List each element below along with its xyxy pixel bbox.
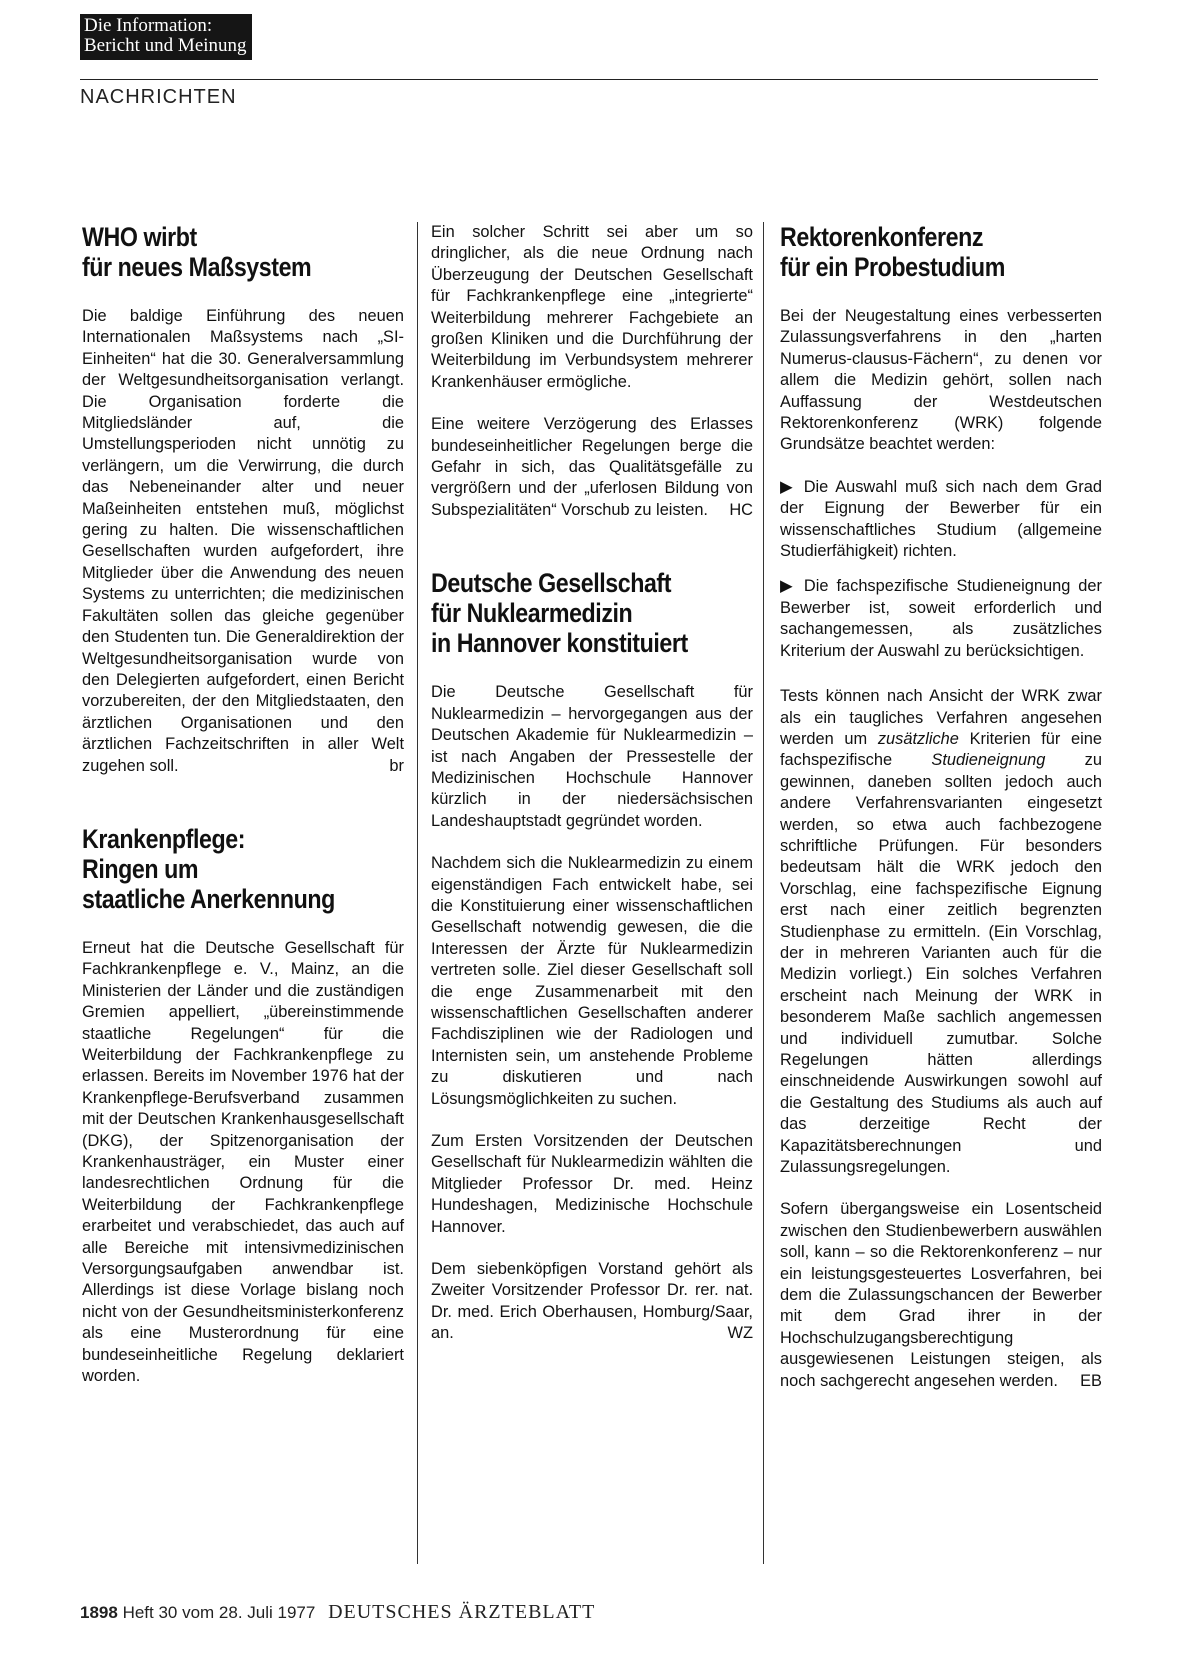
column-2 xyxy=(431,222,753,1366)
article-nuklearmedizin-title: Deutsche Gesellschaft für Nuklearmedizin in Hannover konstituiert xyxy=(431,568,688,659)
bullet-item-1: ▶ Die Auswahl muß sich nach dem Grad der Eignung der Bewerber für ein wissenschaftliches Studium (allgemeine Studierfähigkeit) richten. xyxy=(780,477,1102,561)
column-divider-2 xyxy=(763,222,764,1564)
article-rektorenkonferenz-body-3: Sofern übergangsweise ein Losentscheid zwischen den Studienbewerbern auswählen soll, kann – so die Rektorenkonferenz – nur ein leistungsgesteuertes Losverfahren, bei dem die Zulassungschancen der Bewerber mit dem Grad ihrer in der Hochschulzugangsberechtigung ausgewiesenen Leistungen steigen, als noch sachgerecht angesehen werden. EB xyxy=(780,1199,1102,1392)
author-signature: br xyxy=(389,756,404,775)
article-nuklearmedizin-body-3: Zum Ersten Vorsitzenden der Deutschen Gesellschaft für Nuklearmedizin wählten die Mitglieder Professor Dr. med. Heinz Hundeshagen, Medizinische Hochschule Hannover. xyxy=(431,1132,753,1236)
rubric-box xyxy=(80,14,252,60)
header-rule xyxy=(80,79,1098,80)
triangle-bullet-icon: ▶ xyxy=(780,477,796,496)
article-who-body: Die baldige Einführung des neuen Internationalen Maßsystems nach „SI-Einheiten“ hat die 30. Generalversammlung der Weltgesundheitsorganisation verlangt. Die Organisation forderte die Mitgliedsländer auf, die Umstellungsperioden nicht unnötig zu verlängern, um die Verwirrung, die durch das Nebeneinander alter und neuer Maßeinheiten entstehen muß, möglichst gering zu halten. Die wissenschaftlichen Gesellschaften wurden aufgefordert, ihre Mitglieder über die Anwendung des neuen Systems zu unterrichten; die medizinischen Fakultäten sollen das gleiche gegenüber den Studenten tun. Die Generaldirektion der Weltgesundheitsorganisation wurde von den Delegierten aufgefordert, einen Bericht vorzubereiten, der den Mitgliedstaaten, den ärztlichen Organisationen und den ärztlichen Fachzeitschriften in aller Welt zugehen soll. br xyxy=(82,306,404,777)
article-rektorenkonferenz-body-2: Tests können nach Ansicht der WRK zwar als ein taugliches Verfahren angesehen werden um zusätzliche Kriterien für eine fachspezifische Studieneignung zu gewinnen, daneben sollten jedoch auch andere Verfahrensvarianten eingesetzt werden, so etwa auch fachbezogene schriftliche Prüfungen. Für besonders bedeutsam hält die WRK jedoch den Vorschlag, eine fachspezifische Eignung erst nach einer zeitlich begrenzten Studienphase zu ermitteln. (Ein Vorschlag, der in mehreren Varianten auch für die Medizin vorliegt.) Ein solches Verfahren erscheint nach Meinung der WRK in besonderem Maße sachlich angemessen und individuell zumutbar. Solche Regelungen hätten allerdings einschneidende Auswirkungen sowohl auf die Gestaltung des Studiums als auch auf das derzeitige Recht der Kapazitätsberechnungen und Zulassungsregelungen. xyxy=(780,687,1103,1177)
issue-info: Heft 30 vom 28. Juli 1977 xyxy=(122,1603,316,1622)
article-krankenpflege-body-2: Ein solcher Schritt sei aber um so dringlicher, als die neue Ordnung nach Überzeugung der Deutschen Gesellschaft für Fachkrankenpflege eine „integrierte“ Weiterbildung mehrerer Fachgebiete an großen Kliniken und die Durchführung der Weiterbildung im Verbundsystem mehrerer Krankenhäuser ermögliche. xyxy=(431,223,753,391)
column-divider-1 xyxy=(417,222,418,1564)
page-number: 1898 xyxy=(80,1603,118,1622)
author-signature: HC xyxy=(729,500,753,519)
rubric-line-2: Bericht und Meinung xyxy=(84,35,247,56)
article-nuklearmedizin-body-4: Dem siebenköpfigen Vorstand gehört als Zweiter Vorsitzender Professor Dr. rer. nat. Dr. med. Erich Oberhausen, Homburg/Saar, an. WZ xyxy=(431,1259,753,1345)
author-signature: WZ xyxy=(727,1324,753,1343)
article-who-title: WHO wirbt für neues Maßsystem xyxy=(82,222,312,282)
journal-name: DEUTSCHES ÄRZTEBLATT xyxy=(328,1601,596,1623)
column-1 xyxy=(82,222,404,1408)
article-krankenpflege-body-3: Eine weitere Verzögerung des Erlasses bundeseinheitlicher Regelungen berge die Gefahr in sich, das Qualitätsgefälle zu vergrößern und der „uferlosen Bildung von Subspezialitäten“ Vorschub zu leisten. HC xyxy=(431,414,753,521)
article-krankenpflege-title: Krankenpflege: Ringen um staatliche Anerkennung xyxy=(82,823,335,914)
rubric-line-1: Die Information: xyxy=(84,15,213,36)
article-rektorenkonferenz-title: Rektorenkonferenz für ein Probestudium xyxy=(780,222,1005,282)
bullet-item-2: ▶ Die fachspezifische Studieneignung der Bewerber ist, soweit erforderlich und sachangemessen, als zusätzliches Kriterium der Auswahl zu berücksichtigen. xyxy=(780,577,1102,660)
page-footer xyxy=(80,1601,595,1624)
article-nuklearmedizin-body-1: Die Deutsche Gesellschaft für Nuklearmedizin – hervorgegangen aus der Deutschen Akademie für Nuklearmedizin – ist nach Angaben der Pressestelle der Medizinischen Hochschule Hannover kürzlich in der niedersächsischen Landeshauptstadt gegründet worden. xyxy=(431,683,753,830)
column-3 xyxy=(780,222,1102,1413)
article-rektorenkonferenz-body-1: Bei der Neugestaltung eines verbesserten Zulassungsverfahrens in den „harten Numerus-clausus-Fächern“, zu denen vor allem die Medizin gehört, sollen nach Auffassung der Westdeutschen Rektorenkonferenz (WRK) folgende Grundsätze beachtet werden: xyxy=(780,307,1102,454)
article-nuklearmedizin-body-2: Nachdem sich die Nuklearmedizin zu einem eigenständigen Fach entwickelt habe, sei die Konstituierung einer wissenschaftlichen Gesellschaft notwendig gewesen, die die Interessen der Ärzte für Nuklearmedizin vertreten solle. Ziel dieser Gesellschaft soll die enge Zusammenarbeit mit den wissenschaftlichen Gesellschaften anderer Fachdisziplinen wie der Radiologen und Internisten sein, um anstehende Probleme zu diskutieren und nach Lösungsmöglichkeiten zu suchen. xyxy=(431,854,753,1108)
triangle-bullet-icon: ▶ xyxy=(780,577,796,596)
article-krankenpflege-body-1: Erneut hat die Deutsche Gesellschaft für Fachkrankenpflege e. V., Mainz, an die Ministerien der Länder und die zuständigen Gremien appelliert, „übereinstimmende staatliche Regelungen“ für die Weiterbildung der Fachkrankenpflege zu erlassen. Bereits im November 1976 hat der Krankenpflege-Berufsverband zusammen mit der Deutschen Krankenhausgesellschaft (DKG), der Spitzenorganisation der Krankenhausträger, ein Muster einer landesrechtlichen Ordnung für die Weiterbildung der Fachkrankenpflege erarbeitet und verabschiedet, das auch auf alle Bereiche mit intensivmedizinischen Versorgungsaufgaben anwendbar ist. Allerdings ist diese Vorlage bislang noch nicht von der Gesundheitsministerkonferenz als eine Musterordnung für eine bundeseinheitliche Regelung deklariert worden. xyxy=(82,938,404,1386)
author-signature: EB xyxy=(1080,1371,1102,1390)
section-label: NACHRICHTEN xyxy=(80,86,237,108)
